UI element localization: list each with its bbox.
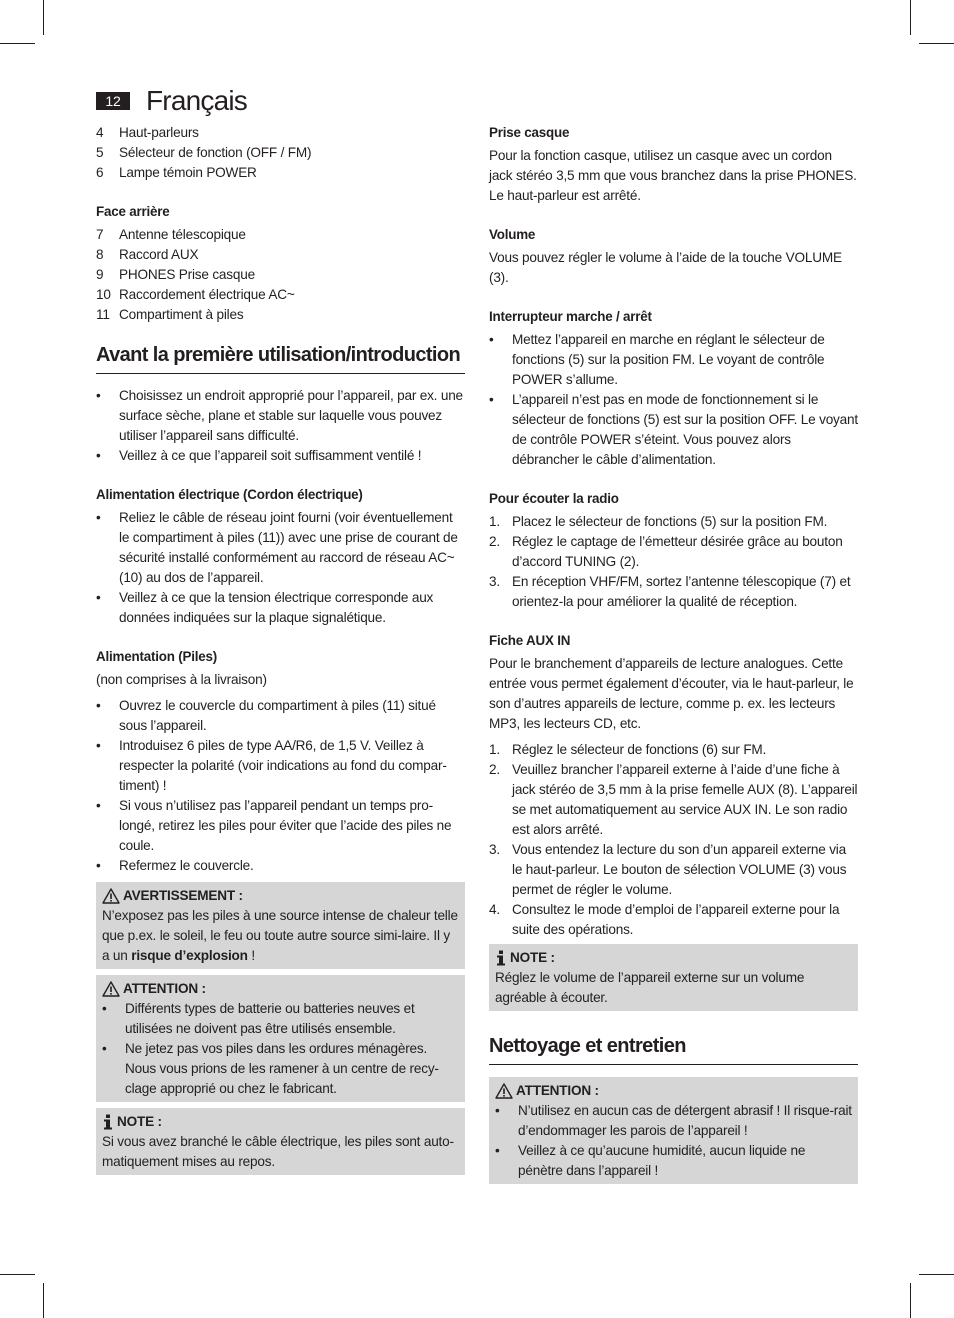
note-title: NOTE : [117, 1114, 162, 1129]
bullet-list [102, 999, 459, 1099]
left-column [96, 123, 465, 1175]
page-number: 12 [96, 92, 130, 110]
list-item: • Veillez à ce que la tension électrique corresponde aux données indiquées sur la plaque signalétique. [96, 590, 434, 625]
list-item: • Ne jetez pas vos piles dans les ordures ménagères. Nous vous prions de les ramener à un centre de recy-clage approprié ou chez le fabricant. [102, 1041, 439, 1096]
warning-triangle-icon [495, 1083, 513, 1099]
crop-mark [0, 1274, 35, 1275]
list-item: 2. Veuillez brancher l’appareil externe à l’aide d’une fiche à jack stéréo de 3,5 mm à la prise femelle AUX (8). L’appareil se met automatiquement au service AUX IN. Le son radio est alors arrêté. [489, 762, 858, 837]
note-text: Réglez le volume de l’appareil externe sur un volume agréable à écouter. [495, 970, 805, 1005]
subheading-volume: Volume [489, 227, 536, 242]
aux-text: Pour le branchement d’appareils de lecture analogues. Cette entrée vous permet également d’écouter, via le haut-parleur, le son d’autres appareils de lecture, comme p. ex. les lecteurs MP3, les lecteurs CD, etc. [489, 656, 854, 731]
list-item: • Mettez l’appareil en marche en réglant le sélecteur de fonctions (5) sur la position FM. Le voyant de contrôle POWER s’allume. [489, 332, 825, 387]
list-item: • Ouvrez le couvercle du compartiment à piles (11) situé sous l’appareil. [96, 698, 436, 733]
crop-mark [919, 43, 954, 44]
attention-title: ATTENTION : [516, 1083, 599, 1098]
list-item: • N’utilisez en aucun cas de détergent abrasif ! Il risque-rait d’endommager les parois de l’appareil ! [495, 1103, 852, 1138]
list-item: • L’appareil n’est pas en mode de fonctionnement si le sélecteur de fonctions (5) est sur la position OFF. Le voyant de contrôle POWER s’éteint. Vous pouvez alors débrancher le câble d’alimentation. [489, 392, 858, 467]
page-title: Français [146, 85, 247, 116]
list-item: • Différents types de batterie ou batteries neuves et utilisées ne doivent pas être utilisés ensemble. [102, 1001, 415, 1036]
note-box [96, 1108, 465, 1175]
info-icon [495, 950, 507, 966]
bullet-list [489, 330, 858, 470]
crop-mark [43, 0, 44, 35]
subheading-alimentation-piles: Alimentation (Piles) [96, 649, 217, 664]
list-item: 10 Raccordement électrique AC~ [96, 287, 295, 302]
warning-box [96, 882, 465, 969]
warning-triangle-icon [102, 981, 120, 997]
list-item: • Reliez le câble de réseau joint fourni (voir éventuellement le compartiment à piles (11)) avec une prise de courant de sécurité installé conformément au raccord de réseau AC~ (10) au dos de l’appareil. [96, 510, 458, 585]
subheading-face-arriere: Face arrière [96, 204, 170, 219]
list-item: 2. Réglez le captage de l’émetteur désirée grâce au bouton d’accord TUNING (2). [489, 534, 843, 569]
list-item: 5 Sélecteur de fonction (OFF / FM) [96, 145, 312, 160]
bullet-list [96, 696, 465, 876]
list-item: • Veillez à ce que l’appareil soit suffisamment ventilé ! [96, 448, 422, 463]
list-item: 4 Haut-parleurs [96, 125, 199, 140]
warning-text: N’exposez pas les piles à une source intense de chaleur telle que p.ex. le soleil, le feu ou toute autre source simi-laire. Il y a un risque d’explosion ! [102, 908, 458, 963]
numbered-list [489, 740, 858, 940]
list-item: 4. Consultez le mode d’emploi de l’appareil externe pour la suite des opérations. [489, 902, 840, 937]
subheading-aux: Fiche AUX IN [489, 633, 571, 648]
crop-mark [43, 1283, 44, 1318]
section-heading-nettoyage: Nettoyage et entretien [489, 1033, 858, 1065]
list-item: • Choisissez un endroit approprié pour l’appareil, par ex. une surface sèche, plane et stable sur laquelle vous pouvez utiliser l’appareil sans difficulté. [96, 388, 463, 443]
delivery-note: (non comprises à la livraison) [96, 672, 267, 687]
subheading-alimentation-cordon: Alimentation électrique (Cordon électrique) [96, 487, 363, 502]
list-item: • Veillez à ce qu’aucune humidité, aucun liquide ne pénètre dans l’appareil ! [495, 1143, 806, 1178]
rear-parts-list [96, 225, 465, 325]
warning-emphasis: risque d’explosion [131, 948, 248, 963]
list-item: 9 PHONES Prise casque [96, 267, 255, 282]
attention-box [489, 1077, 858, 1184]
attention-box [96, 975, 465, 1102]
note-box [489, 944, 858, 1011]
volume-text: Vous pouvez régler le volume à l’aide de la touche VOLUME (3). [489, 250, 842, 285]
note-title: NOTE : [510, 950, 555, 965]
bullet-list [96, 386, 465, 466]
right-column [489, 123, 858, 1184]
prise-casque-text: Pour la fonction casque, utilisez un casque avec un cordon jack stéréo 3,5 mm que vous branchez dans la prise PHONES. Le haut-parleur est arrêté. [489, 148, 857, 203]
bullet-list [495, 1101, 852, 1181]
list-item: • Si vous n’utilisez pas l’appareil pendant un temps pro-longé, retirez les piles pour éviter que l’acide des piles ne coule. [96, 798, 452, 853]
subheading-interrupteur: Interrupteur marche / arrêt [489, 309, 652, 324]
crop-mark [0, 43, 35, 44]
list-item: 8 Raccord AUX [96, 247, 199, 262]
warning-triangle-icon [102, 888, 120, 904]
crop-mark [910, 0, 911, 35]
list-item: • Refermez le couvercle. [96, 858, 254, 873]
subheading-radio: Pour écouter la radio [489, 491, 619, 506]
list-item: 11 Compartiment à piles [96, 307, 244, 322]
crop-mark [910, 1283, 911, 1318]
section-heading-introduction: Avant la première utilisation/introduction [96, 342, 465, 374]
info-icon [102, 1114, 114, 1130]
crop-mark [919, 1274, 954, 1275]
note-text: Si vous avez branché le câble électrique, les piles sont auto-matiquement mises au repos. [102, 1134, 454, 1169]
list-item: 1. Réglez le sélecteur de fonctions (6) sur FM. [489, 742, 767, 757]
attention-title: ATTENTION : [123, 981, 206, 996]
list-item: • Introduisez 6 piles de type AA/R6, de 1,5 V. Veillez à respecter la polarité (voir indications au fond du compar-timent) ! [96, 738, 447, 793]
list-item: 6 Lampe témoin POWER [96, 165, 257, 180]
numbered-list [489, 512, 858, 612]
warning-title: AVERTISSEMENT : [123, 888, 243, 903]
subheading-prise-casque: Prise casque [489, 125, 570, 140]
list-item: 1. Placez le sélecteur de fonctions (5) sur la position FM. [489, 514, 828, 529]
list-item: 3. En réception VHF/FM, sortez l’antenne télescopique (7) et orientez-la pour améliorer la qualité de réception. [489, 574, 851, 609]
parts-list [96, 123, 465, 183]
list-item: 3. Vous entendez la lecture du son d’un appareil externe via le haut-parleur. Le bouton de sélection VOLUME (3) vous permet de régler le volume. [489, 842, 847, 897]
bullet-list [96, 508, 465, 628]
list-item: 7 Antenne télescopique [96, 227, 246, 242]
